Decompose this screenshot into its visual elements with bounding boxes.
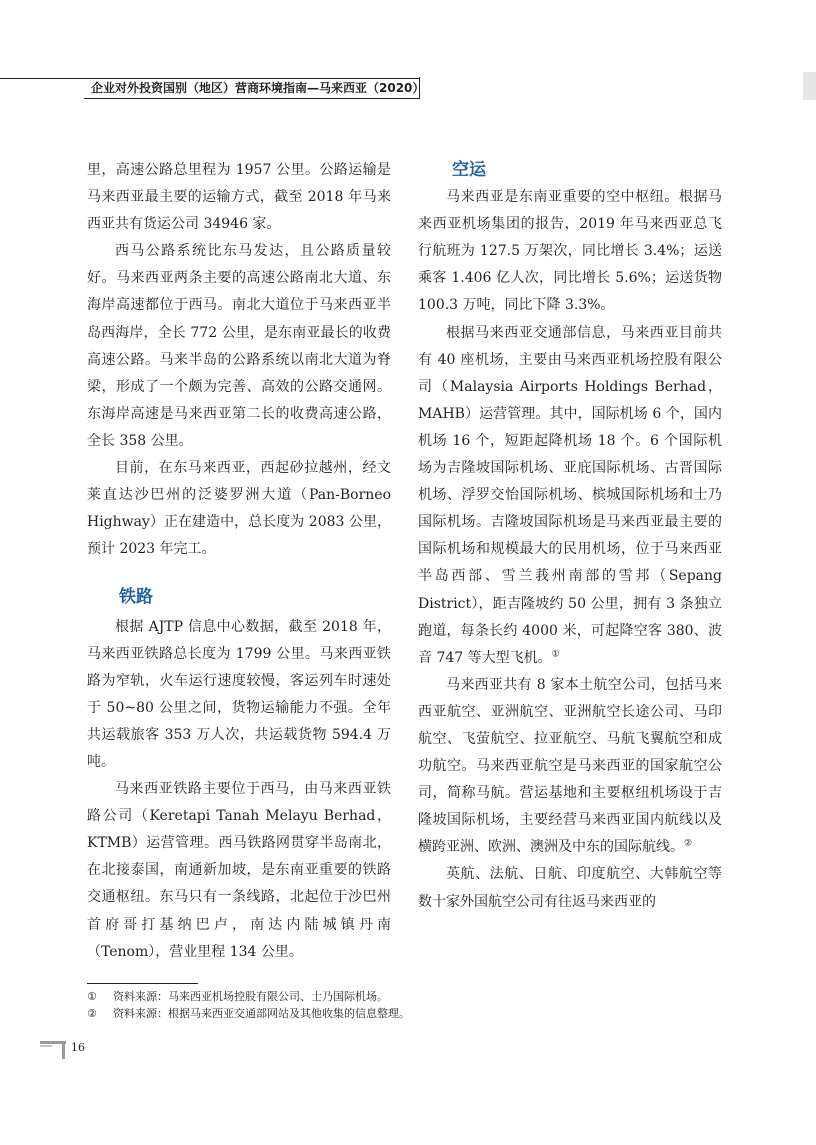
footnote-rule [87,983,198,984]
paragraph: 目前，在东马来西亚，西起砂拉越州，经文莱直达沙巴州的泛婆罗洲大道（Pan-Borneo Highway）正在建造中，总长度为 2083 公里，预计 2023 年完工。 [87,460,391,558]
paragraph: 马来西亚铁路主要位于西马，由马来西亚铁路公司（Keretapi Tanah Melayu Berhad，KTMB）运营管理。西马铁路网贯穿半岛南北，在北接泰国，南通新加坡，是东南亚重要的铁路交通枢纽。东马只有一条线路，北起位于沙巴州首府哥打基纳巴卢，南达内陆城镇丹南（Tenom），营业里程 134 公里。 [87,781,391,960]
paragraph [418,320,722,672]
paragraph: 根据 AJTP 信息中心数据，截至 2018 年，马来西亚铁路总长度为 1799 公里。马来西亚铁路为窄轨，火车运行速度较慢，客运列车时速处于 50~80 公里之间，货物运输能力不强。全年共运载旅客 353 万人次，共运载货物 594.4 万吨。 [87,618,391,770]
section-title-air: 空运 [452,160,486,180]
running-header: 企业对外投资国别（地区）营商环境指南—马来西亚（2020） [91,81,425,95]
right-column [418,157,722,916]
footnote-mark: ② [87,1007,97,1020]
footnote [87,1005,727,1022]
footnote-text: 资料来源：根据马来西亚交通部网站及其他收集的信息整理。 [113,1007,410,1020]
paragraph-text: 马来西亚共有 8 家本土航空公司，包括马来西亚航空、亚洲航空、亚洲航空长途公司、马印航空、飞萤航空、拉亚航空、马航飞翼航空和成功航空。马来西亚航空是马来西亚的国家航空公司，简称马航。营运基地和主要枢纽机场设于吉隆坡国际机场，主要经营马来西亚国内航线以及横跨亚洲、欧洲、澳洲及中东的国际航线。 [418,676,722,856]
footnote [87,988,727,1005]
footnotes [87,988,727,1022]
page-edge-tab [803,72,816,100]
footnote-ref[interactable]: ① [551,649,560,660]
paragraph: 英航、法航、日航、印度航空、大韩航空等数十家外国航空公司有往返马来西亚的 [418,866,722,910]
paragraph: 里，高速公路总里程为 1957 公里。公路运输是马来西亚最主要的运输方式，截至 2018 年马来西亚共有货运公司 34946 家。 [87,162,391,233]
page-number: 16 [71,1041,85,1054]
section-title-railway: 铁路 [119,587,153,608]
footnote-mark: ① [87,990,97,1003]
footnote-ref[interactable]: ② [684,838,693,849]
paragraph: 马来西亚是东南亚重要的空中枢纽。根据马来西亚机场集团的报告，2019 年马来西亚总飞行航班为 127.5 万架次，同比增长 3.4%；运送乘客 1.406 亿人次，同比增长 5.6%；运送货物 100.3 万吨，同比下降 3.3%。 [418,189,722,314]
left-column [87,157,391,966]
paragraph: 西马公路系统比东马发达，且公路质量较好。马来西亚两条主要的高速公路南北大道、东海岸高速都位于西马。南北大道位于马来西亚半岛西海岸，全长 772 公里，是东南亚最长的收费高速公路。马来半岛的公路系统以南北大道为脊梁，形成了一个颇为完善、高效的公路交通网。东海岸高速是马来西亚第二长的收费高速公路，全长 358 公里。 [87,243,391,449]
paragraph-text: 根据马来西亚交通部信息，马来西亚目前共有 40 座机场，主要由马来西亚机场控股有限公司（Malaysia Airports Holdings Berhad，MAHB）运营管理。其中，国际机场 6 个，国内机场 16 个，短距起降机场 18 个。6 个国际机场为吉隆坡国际机场、亚庇国际机场、古晋国际机场、浮罗交怡国际机场、槟城国际机场和士乃国际机场。吉隆坡国际机场是马来西亚最主要的国际机场和规模最大的民用机场，位于马来西亚半岛西部、雪兰莪州南部的雪邦（Sepang District），距吉隆坡约 50 公里，拥有 3 条独立跑道，每条长约 4000 米，可起降空客 380、波音 747 等大型飞机。 [418,324,722,666]
paragraph [418,672,722,862]
footnote-text: 资料来源：马来西亚机场控股有限公司、士乃国际机场。 [113,990,388,1003]
